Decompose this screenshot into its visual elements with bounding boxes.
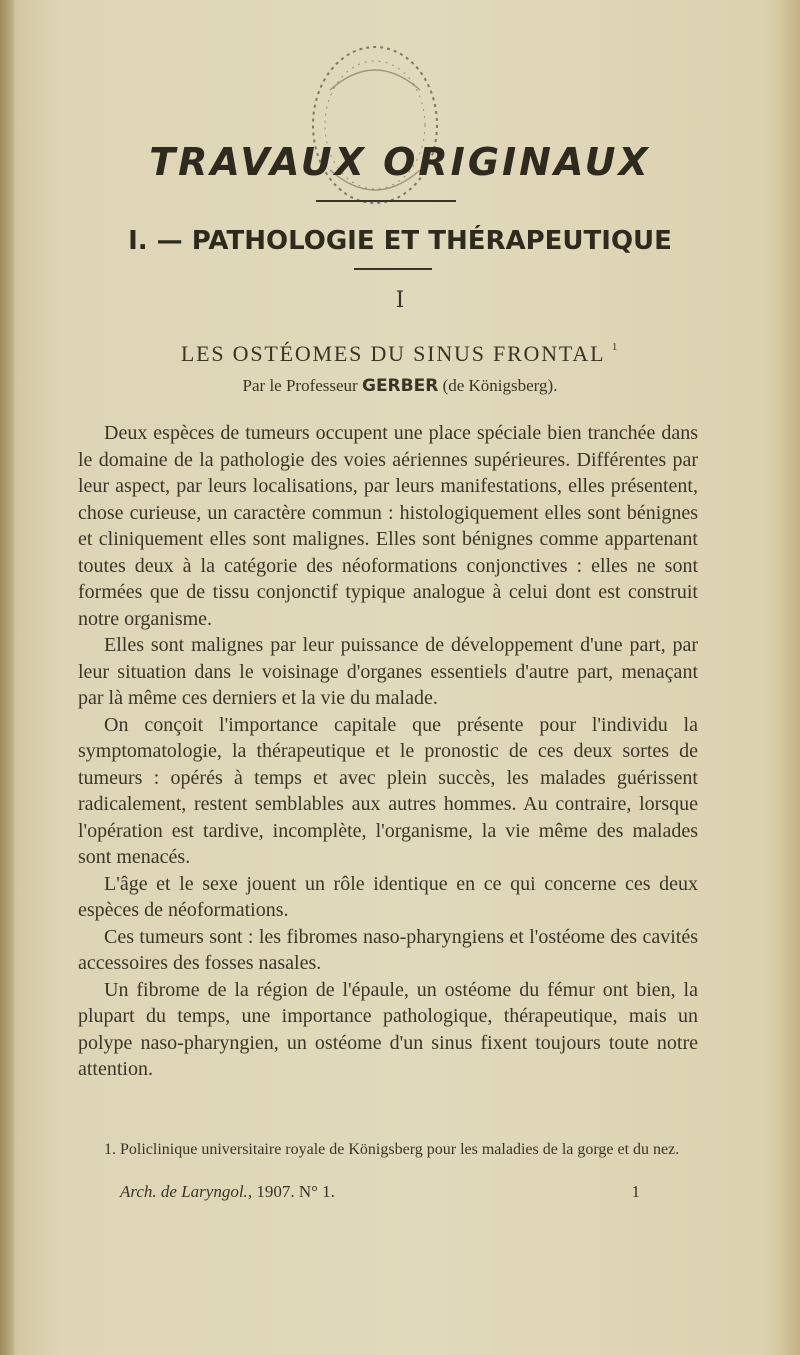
article-title [0,341,800,367]
article-body [78,420,698,1083]
paragraph: Un fibrome de la région de l'épaule, un ostéome du fémur ont bien, la plupart du temps, une importance pathologique, thérapeutique, mais un polype naso-pharyngien, un ostéome d'un sinus fixent toujours toute notre attention. [78,978,698,1080]
footnote [78,1140,698,1159]
book-spine-shadow [0,0,14,1355]
paragraph: L'âge et le sexe jouent un rôle identique en ce qui concerne ces deux espèces de néoformations. [78,872,698,921]
article-title-text: LES OSTÉOMES DU SINUS FRONTAL [180,341,605,366]
byline-prefix: Par le Professeur [242,376,358,395]
section-heading: TRAVAUX ORIGINAUX [149,140,651,184]
section-rule [354,268,432,270]
page-footer [120,1182,640,1202]
journal-citation: , 1907. N° 1. [247,1182,335,1201]
author-name: GERBER [361,376,439,396]
library-stamp [300,30,450,220]
page-number: 1 [631,1182,640,1201]
byline [0,376,800,396]
author-affiliation: (de Königsberg). [442,376,558,395]
journal-name: Arch. de Laryngol. [120,1182,248,1201]
page-edge-shadow [780,0,800,1355]
heading-underline [316,200,456,202]
paragraph: Elles sont malignes par leur puissance de développement d'une part, par leur situation dans le voisinage d'organes essentiels d'autre part, menaçant par là même ces derniers et la vie du malade. [78,634,698,709]
paragraph: Deux espèces de tumeurs occupent une place spéciale bien tranchée dans le domaine de la pathologie des voies aériennes supérieures. Différentes par leur aspect, par leurs localisations, par leurs manifestations, elles présentent, chose curieuse, un caractère commun : histologiquement elles sont bénignes et cliniquement elles sont malignes. Elles sont bénignes comme appartenant toutes deux à la catégorie des néoformations conjonctives : elles ne sont formées que de tissu conjonctif typique analogue à celui dont est construit notre organisme. [78,422,698,630]
footnote-marker: 1 [611,341,620,353]
section-title: I. — PATHOLOGIE ET THÉRAPEUTIQUE [128,226,672,256]
footnote-text: 1. Policlinique universitaire royale de Königsberg pour les maladies de la gorge et du nez. [104,1141,680,1158]
paragraph: Ces tumeurs sont : les fibromes naso-pharyngiens et l'ostéome des cavités accessoires des fosses nasales. [78,925,698,974]
paragraph: On conçoit l'importance capitale que présente pour l'individu la symptomatologie, la thérapeutique et le pronostic de ces deux sortes de tumeurs : opérés à temps et avec plein succès, les malades guérissent radicalement, restent semblables aux autres hommes. Au contraire, lorsque l'opération est tardive, incomplète, l'organisme, la vie même des malades sont menacés. [78,713,698,868]
article-number: I [395,288,405,313]
